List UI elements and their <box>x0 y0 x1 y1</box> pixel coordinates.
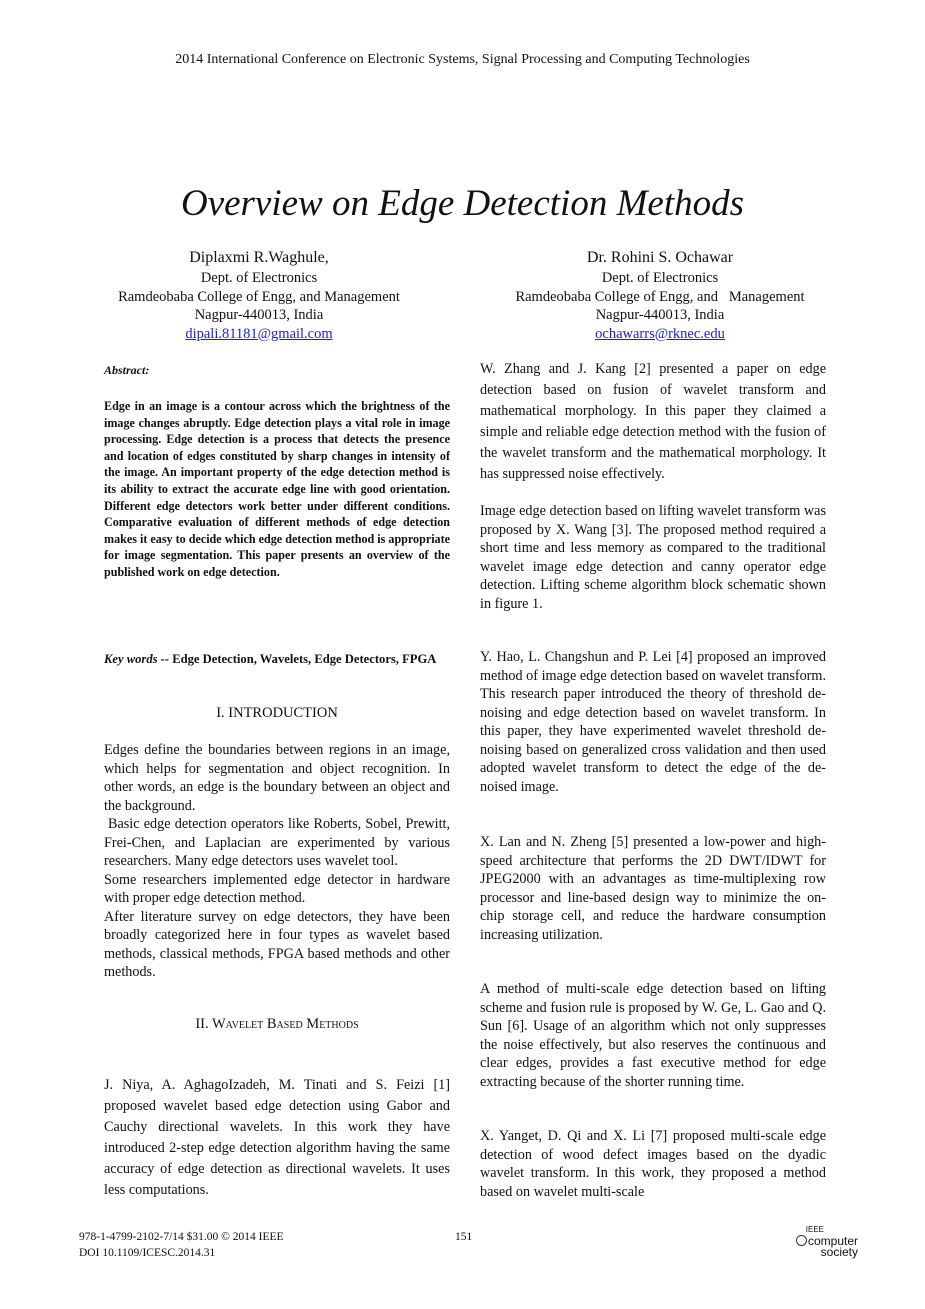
paper-title: Overview on Edge Detection Methods <box>180 183 745 224</box>
paragraph: X. Lan and N. Zheng [5] presented a low-power and high-speed architecture that performs the 2D DWT/IDWT for JPEG2000 with an advantages as time-multiplexing row processor and line-based design way to minimize the on-chip storage cell, and reduce the hardware consumption increasing utilization. <box>480 834 826 943</box>
paragraph: Basic edge detection operators like Roberts, Sobel, Prewitt, Frei-Chen, and Laplacian are experimented by various researchers. Many edge detectors uses wavelet tool. <box>104 816 450 869</box>
keywords <box>104 650 450 669</box>
author-dept: Dept. of Electronics <box>200 270 318 286</box>
section-heading-intro: I. INTRODUCTION <box>216 705 338 721</box>
footer-isbn: 978-1-4799-2102-7/14 $31.00 © 2014 IEEE <box>79 1231 284 1243</box>
paragraph: Some researchers implemented edge detector in hardware with proper edge detection method. <box>104 871 450 906</box>
author-1 <box>49 247 469 343</box>
conference-header: 2014 International Conference on Electronic Systems, Signal Processing and Computing Technologies <box>175 52 750 67</box>
paragraph: After literature survey on edge detectors, they have been broadly categorized here in four types as wavelet based methods, classical methods, FPGA based methods and other methods. <box>104 908 450 980</box>
paragraph: W. Zhang and J. Kang [2] presented a paper on edge detection based on fusion of wavelet transform and mathematical morphology. In this paper they claimed a simple and reliable edge detection method with the fusion of the wavelet transform and the mathematical morphology. It has suppressed noise effectively. <box>480 361 826 482</box>
author-college: Ramdeobaba College of Engg, and Management <box>515 288 805 305</box>
author-name: Dr. Rohini S. Ochawar <box>586 249 734 266</box>
author-2 <box>450 247 870 343</box>
author-city: Nagpur-440013, India <box>194 307 324 323</box>
abstract-label: Abstract: <box>104 363 150 377</box>
author-college: Ramdeobaba College of Engg, and Management <box>118 288 400 305</box>
keywords-label: Key words -- <box>104 652 170 666</box>
author-email-link[interactable]: dipali.81181@gmail.com <box>185 325 333 342</box>
author-city: Nagpur-440013, India <box>595 307 725 323</box>
section-heading-wavelet: II. Wavelet Based Methods <box>195 1016 359 1032</box>
abstract-text: Edge in an image is a contour across which the brightness of the image changes abruptly. Edge detection plays a vital role in image processing. Edge detection is a process that detects the presence and location of edges constituted by sharp changes in intensity of the image. An important property of the edge detection method is its ability to extract the accurate edge line with good orientation. Different edge detectors work better under different conditions. Comparative evaluation of different methods of edge detection makes it easy to decide which edge detection method is appropriate for image segmentation. This paper presents an overview of the published work on edge detection. <box>104 399 450 579</box>
page-number: 151 <box>455 1231 473 1243</box>
author-name: Diplaxmi R.Waghule, <box>189 249 329 266</box>
paragraph: Edges define the boundaries between regions in an image, which helps for segmentation and object recognition. In other words, an edge is the boundary between an object and the background. <box>104 742 450 814</box>
paragraph: Y. Hao, L. Changshun and P. Lei [4] proposed an improved method of image edge detection based on wavelet transform. This research paper introduced the theory of threshold de-noising and edge detection based on wavelet transform. In this paper, they have experimented wavelet threshold de-noising based on generalized cross validation and then used adopted wavelet transform to detect the edge of the de-noised image. <box>480 649 826 795</box>
globe-icon <box>796 1235 807 1246</box>
author-email-link[interactable]: ochawarrs@rknec.edu <box>595 325 725 342</box>
intro-text <box>104 741 450 982</box>
paragraph: Image edge detection based on lifting wavelet transform was proposed by X. Wang [3]. The proposed method required a short time and less memory as compared to the traditional wavelet image edge detection and canny operator edge detection. Lifting scheme algorithm block schematic shown in figure 1. <box>480 503 826 612</box>
paragraph: X. Yanget, D. Qi and X. Li [7] proposed multi-scale edge detection of wood defect images based on the dyadic wavelet transform. In this work, they proposed a method based on wavelet multi-scale <box>480 1128 826 1200</box>
footer-doi: DOI 10.1109/ICESC.2014.31 <box>79 1247 216 1259</box>
paragraph: A method of multi-scale edge detection based on lifting scheme and fusion rule is proposed by W. Ge, L. Gao and Q. Sun [6]. Usage of an algorithm which not only suppresses the noise effectively, but also reserves the continuous and clear edges, provides a fast executive method for edge extracting because of the shorter running time. <box>480 981 826 1090</box>
paragraph: J. Niya, A. AghagoIzadeh, M. Tinati and S. Feizi [1] proposed wavelet based edge detection using Gabor and Cauchy directional wavelets. In this work they have introduced 2-step edge detection algorithm having the same accuracy of edge detection as directional wavelets. It uses less computations. <box>104 1077 450 1198</box>
ieee-computer-society-logo: IEEE computer society <box>776 1224 858 1258</box>
author-dept: Dept. of Electronics <box>601 270 719 286</box>
keywords-text: Edge Detection, Wavelets, Edge Detectors, FPGA <box>169 652 437 666</box>
